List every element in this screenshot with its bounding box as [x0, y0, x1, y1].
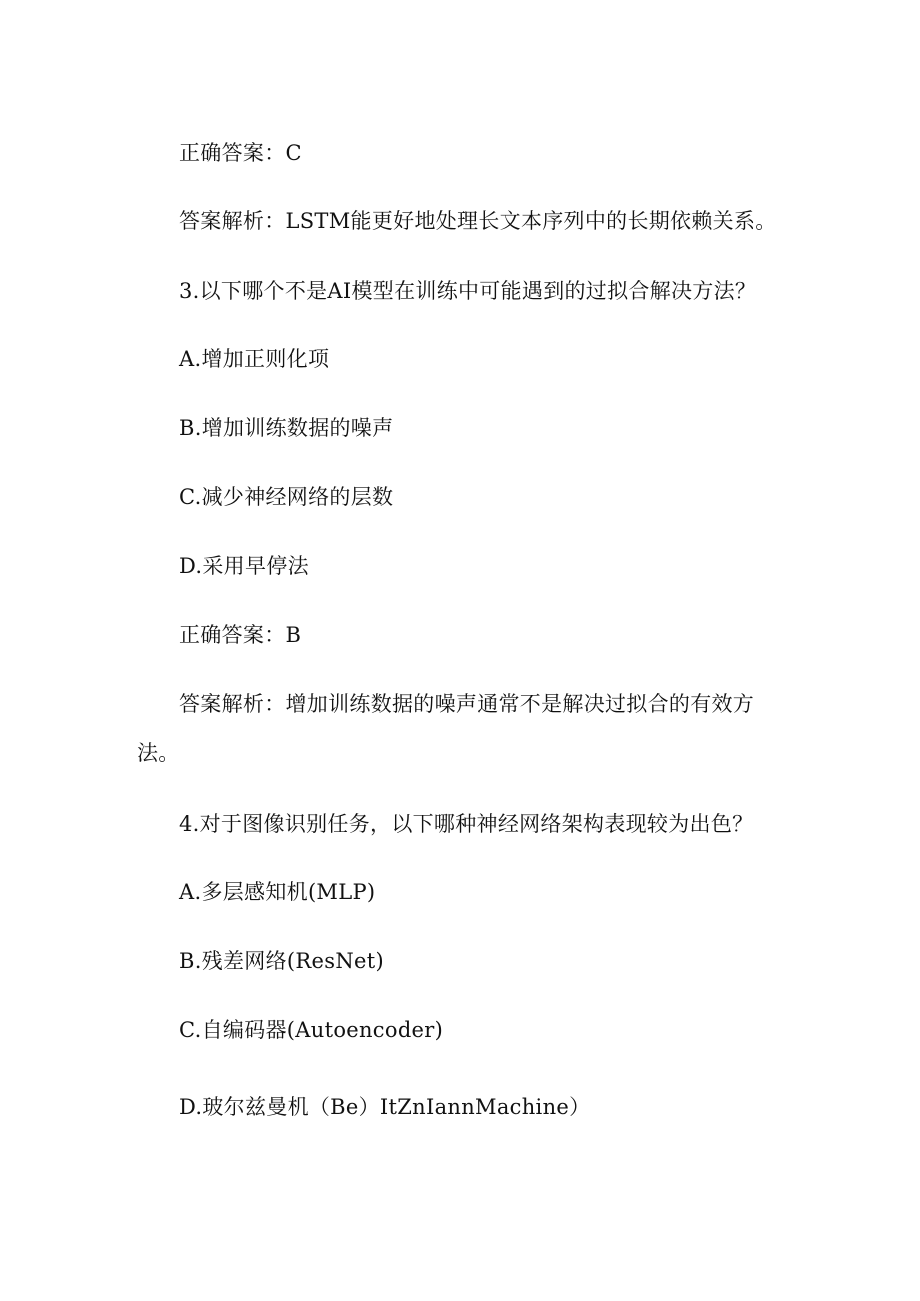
q2-explanation: 答案解析：LSTM能更好地处理长文本序列中的长期依赖关系。	[179, 209, 777, 233]
q4-option-c: C.自编码器(Autoencoder)	[179, 1018, 444, 1042]
q4-option-d: D.玻尔兹曼机（Be）ItZnIannMachine）	[179, 1095, 591, 1119]
q3-option-b: B.增加训练数据的噪声	[179, 416, 394, 440]
q3-option-a: A.增加正则化项	[179, 347, 330, 371]
q3-option-d: D.采用早停法	[179, 554, 309, 578]
q2-correct-answer: 正确答案：C	[179, 141, 302, 165]
q4-option-a: A.多层感知机(MLP)	[179, 880, 376, 904]
q3-question: 3.以下哪个不是AI模型在训练中可能遇到的过拟合解决方法？	[179, 279, 757, 303]
q4-question: 4.对于图像识别任务，以下哪种神经网络架构表现较为出色？	[179, 812, 754, 836]
q3-explanation-line1: 答案解析：增加训练数据的噪声通常不是解决过拟合的有效方	[179, 692, 755, 716]
q4-option-b: B.残差网络(ResNet)	[179, 949, 384, 973]
q3-correct-answer: 正确答案：B	[179, 623, 302, 647]
q3-option-c: C.减少神经网络的层数	[179, 485, 394, 509]
q3-explanation-line2: 法。	[137, 741, 180, 765]
